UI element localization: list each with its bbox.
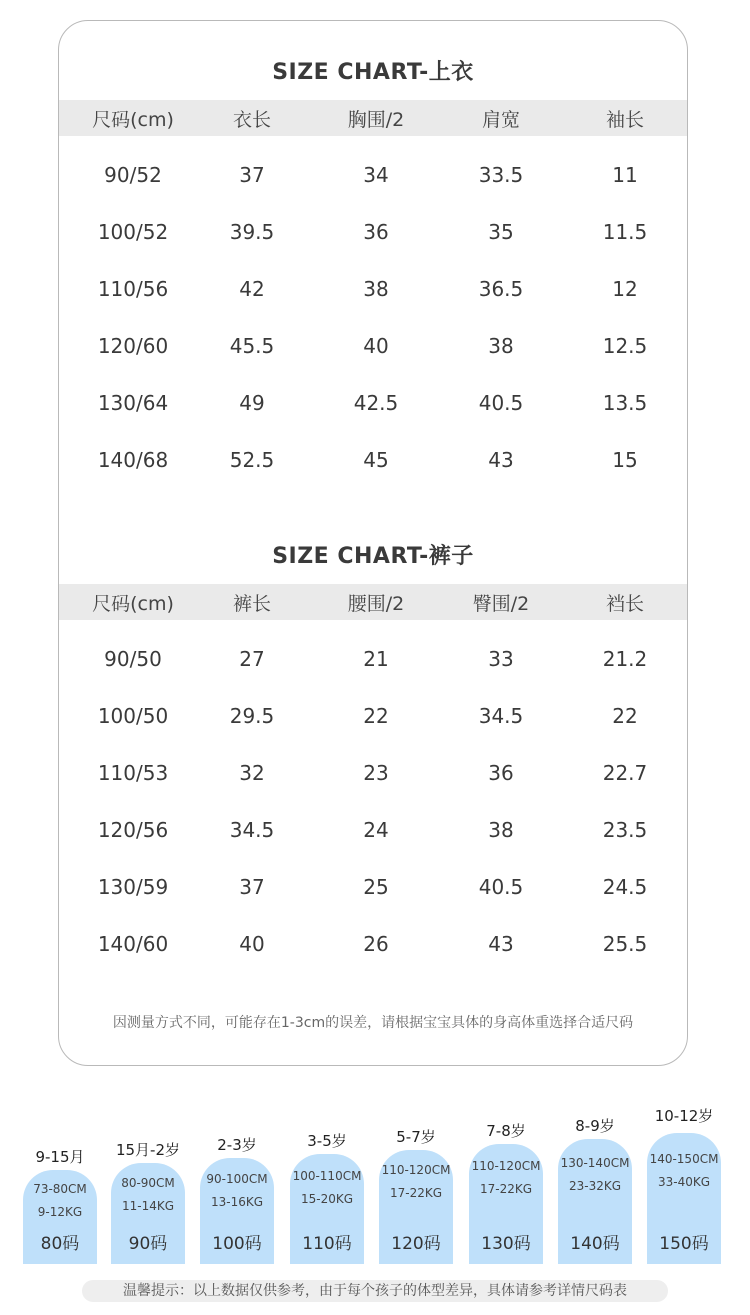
pants-row <box>59 810 687 850</box>
guide-weight: 15-20KG <box>300 1192 354 1206</box>
guide-age-label: 8-9岁 <box>575 1117 615 1135</box>
pants-cell-rise: 25.5 <box>602 932 648 956</box>
pants-header-size: 尺码(cm) <box>92 592 174 615</box>
tops-cell-chest: 34 <box>363 163 389 187</box>
guide-size-code: 100码 <box>212 1234 262 1254</box>
tops-row <box>59 440 687 480</box>
tops-header-shoulder: 肩宽 <box>481 108 520 131</box>
pants-cell-waist: 25 <box>363 875 389 899</box>
pants-row <box>59 753 687 793</box>
tops-cell-length: 45.5 <box>229 334 275 358</box>
pants-row <box>59 696 687 736</box>
pants-cell-waist: 24 <box>363 818 389 842</box>
pants-cell-size: 140/60 <box>97 932 169 956</box>
guide-size-card <box>23 1170 97 1264</box>
pants-cell-length: 27 <box>239 647 265 671</box>
tops-cell-length: 37 <box>239 163 265 187</box>
pants-cell-rise: 24.5 <box>602 875 648 899</box>
tops-cell-size: 90/52 <box>104 163 162 187</box>
guide-height: 73-80CM <box>33 1182 87 1196</box>
pants-cell-rise: 21.2 <box>602 647 648 671</box>
guide-size-code: 140码 <box>570 1234 620 1254</box>
measurement-note: 因测量方式不同，可能存在1-3cm的误差，请根据宝宝具体的身高体重选择合适尺码 <box>112 1015 634 1031</box>
pants-cell-length: 37 <box>239 875 265 899</box>
tops-cell-chest: 36 <box>363 220 389 244</box>
guide-size-code: 110码 <box>302 1234 352 1254</box>
guide-weight: 33-40KG <box>657 1175 711 1189</box>
guide-size-card <box>200 1158 274 1264</box>
tops-cell-size: 120/60 <box>97 334 169 358</box>
pants-cell-hip: 43 <box>488 932 514 956</box>
tops-cell-shoulder: 38 <box>488 334 514 358</box>
pants-cell-size: 110/53 <box>97 761 169 785</box>
pants-cell-size: 130/59 <box>97 875 169 899</box>
tops-cell-size: 130/64 <box>97 391 169 415</box>
tops-cell-shoulder: 40.5 <box>478 391 524 415</box>
pants-cell-length: 32 <box>239 761 265 785</box>
pants-cell-rise: 22 <box>612 704 638 728</box>
pants-cell-length: 40 <box>239 932 265 956</box>
tops-cell-sleeve: 15 <box>612 448 638 472</box>
pants-cell-hip: 40.5 <box>478 875 524 899</box>
guide-age-label: 7-8岁 <box>486 1122 526 1140</box>
pants-cell-hip: 38 <box>488 818 514 842</box>
tops-row <box>59 383 687 423</box>
tops-cell-size: 110/56 <box>97 277 169 301</box>
guide-weight: 23-32KG <box>568 1179 622 1193</box>
tops-row <box>59 269 687 309</box>
guide-height: 80-90CM <box>121 1176 175 1190</box>
guide-weight: 17-22KG <box>389 1186 443 1200</box>
pants-row <box>59 639 687 679</box>
guide-age-label: 3-5岁 <box>307 1132 347 1150</box>
guide-size-card <box>558 1139 632 1264</box>
tops-cell-sleeve: 11.5 <box>602 220 648 244</box>
guide-size-code: 130码 <box>481 1234 531 1254</box>
pants-row <box>59 924 687 964</box>
guide-size-card <box>469 1144 543 1264</box>
pants-cell-length: 29.5 <box>229 704 275 728</box>
tops-cell-length: 52.5 <box>229 448 275 472</box>
guide-weight: 17-22KG <box>479 1182 533 1196</box>
tops-row <box>59 155 687 195</box>
pants-header-row <box>59 584 687 620</box>
pants-header-rise: 裆长 <box>605 592 644 615</box>
tops-cell-chest: 42.5 <box>353 391 399 415</box>
guide-weight: 9-12KG <box>37 1205 83 1219</box>
reference-tip: 温馨提示：以上数据仅供参考，由于每个孩子的体型差异，具体请参考详情尺码表 <box>82 1280 668 1302</box>
pants-cell-length: 34.5 <box>229 818 275 842</box>
guide-weight: 11-14KG <box>121 1199 175 1213</box>
guide-size-card <box>111 1163 185 1264</box>
guide-height: 130-140CM <box>560 1156 630 1170</box>
pants-cell-hip: 36 <box>488 761 514 785</box>
guide-size-card <box>379 1150 453 1264</box>
tops-cell-length: 39.5 <box>229 220 275 244</box>
pants-cell-waist: 26 <box>363 932 389 956</box>
tops-header-sleeve: 袖长 <box>605 108 644 131</box>
guide-size-code: 120码 <box>391 1234 441 1254</box>
tops-cell-size: 140/68 <box>97 448 169 472</box>
pants-row <box>59 867 687 907</box>
tops-cell-sleeve: 12 <box>612 277 638 301</box>
tops-cell-shoulder: 43 <box>488 448 514 472</box>
tops-header-length: 衣长 <box>232 108 271 131</box>
pants-chart-title: SIZE CHART-裤子 <box>272 544 474 569</box>
pants-header-waist: 腰围/2 <box>347 592 405 615</box>
tops-header-chest: 胸围/2 <box>347 108 405 131</box>
guide-height: 100-110CM <box>292 1169 362 1183</box>
tops-cell-size: 100/52 <box>97 220 169 244</box>
tops-row <box>59 326 687 366</box>
tops-cell-length: 42 <box>239 277 265 301</box>
pants-cell-size: 120/56 <box>97 818 169 842</box>
tops-cell-shoulder: 36.5 <box>478 277 524 301</box>
tops-cell-shoulder: 33.5 <box>478 163 524 187</box>
guide-size-code: 80码 <box>40 1234 80 1254</box>
pants-header-hip: 臀围/2 <box>472 592 530 615</box>
tops-row <box>59 212 687 252</box>
guide-weight: 13-16KG <box>210 1195 264 1209</box>
tops-cell-chest: 40 <box>363 334 389 358</box>
guide-height: 110-120CM <box>471 1159 541 1173</box>
guide-size-code: 150码 <box>659 1234 709 1254</box>
tops-cell-chest: 45 <box>363 448 389 472</box>
guide-size-code: 90码 <box>128 1234 168 1254</box>
pants-cell-hip: 33 <box>488 647 514 671</box>
pants-cell-hip: 34.5 <box>478 704 524 728</box>
guide-size-card <box>647 1133 721 1264</box>
tops-header-row <box>59 100 687 136</box>
guide-age-label: 2-3岁 <box>217 1136 257 1154</box>
guide-size-card <box>290 1154 364 1264</box>
tops-header-size: 尺码(cm) <box>92 108 174 131</box>
guide-height: 140-150CM <box>649 1152 719 1166</box>
tops-cell-sleeve: 13.5 <box>602 391 648 415</box>
pants-cell-rise: 22.7 <box>602 761 648 785</box>
tops-cell-shoulder: 35 <box>488 220 514 244</box>
pants-header-length: 裤长 <box>232 592 271 615</box>
pants-cell-size: 90/50 <box>104 647 162 671</box>
tops-cell-sleeve: 11 <box>612 163 638 187</box>
tops-cell-sleeve: 12.5 <box>602 334 648 358</box>
pants-cell-waist: 21 <box>363 647 389 671</box>
pants-cell-size: 100/50 <box>97 704 169 728</box>
tops-cell-length: 49 <box>239 391 265 415</box>
guide-age-label: 5-7岁 <box>396 1128 436 1146</box>
pants-cell-waist: 22 <box>363 704 389 728</box>
pants-cell-waist: 23 <box>363 761 389 785</box>
pants-cell-rise: 23.5 <box>602 818 648 842</box>
tops-cell-chest: 38 <box>363 277 389 301</box>
guide-height: 90-100CM <box>206 1172 268 1186</box>
guide-height: 110-120CM <box>381 1163 451 1177</box>
tops-chart-title: SIZE CHART-上衣 <box>272 60 474 85</box>
guide-age-label: 9-15月 <box>35 1148 85 1166</box>
guide-age-label: 15月-2岁 <box>115 1141 181 1159</box>
guide-age-label: 10-12岁 <box>654 1107 714 1125</box>
